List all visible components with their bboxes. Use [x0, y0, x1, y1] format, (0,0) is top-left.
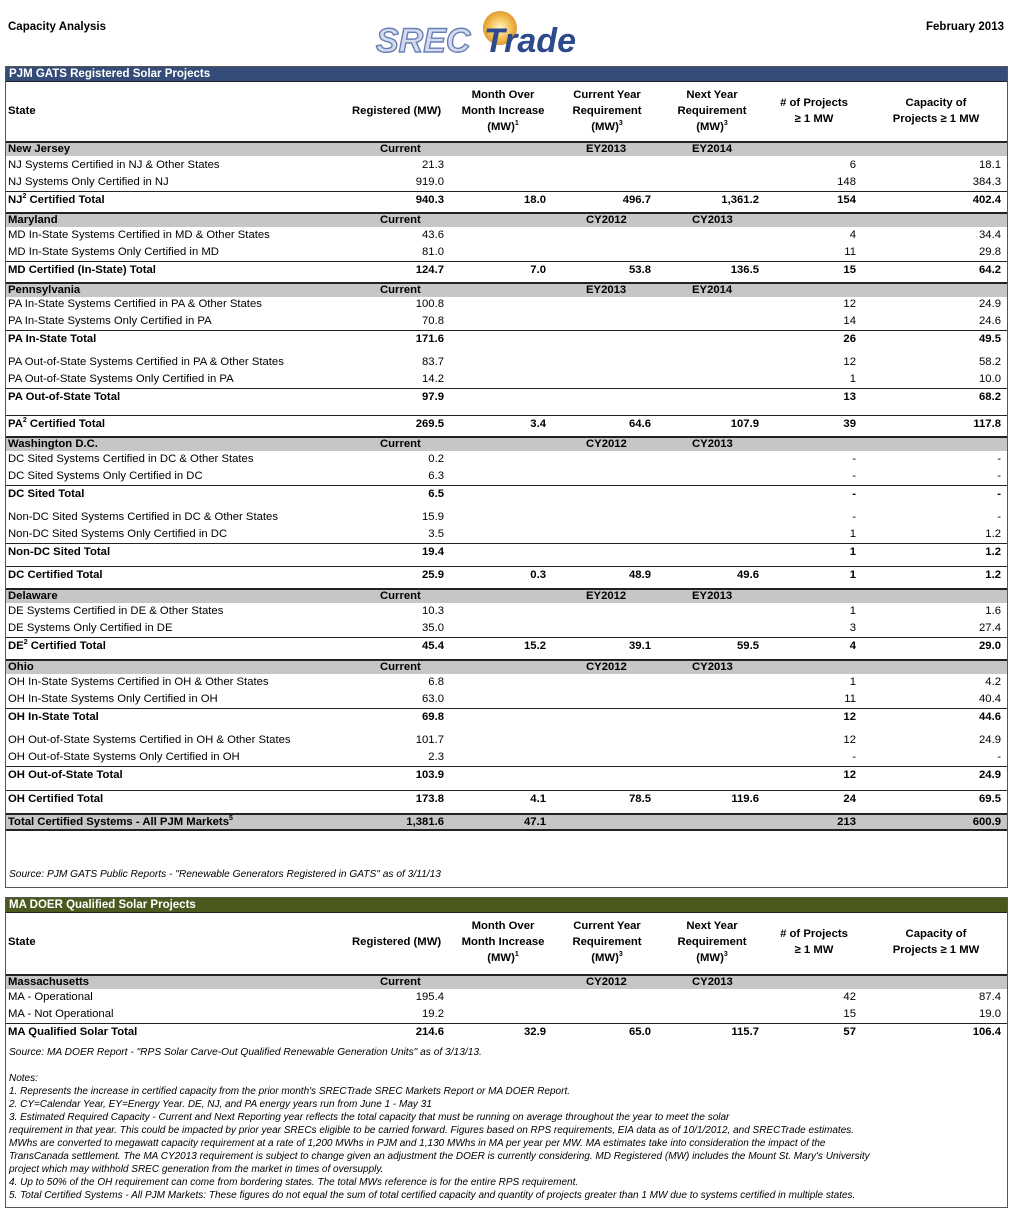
note-line: 4. Up to 50% of the OH requirement can come from bordering states. The total MWs reference is for the entire RPS requirement. — [9, 1177, 579, 1188]
period-current: Current — [380, 590, 421, 602]
row-label: MA - Operational — [8, 991, 93, 1003]
project-capacity: 19.0 — [979, 1008, 1001, 1020]
table-row — [6, 296, 1007, 313]
table-row — [6, 371, 1007, 388]
row-label: NJ Systems Only Certified in NJ — [8, 176, 169, 188]
registered-mw: 6.3 — [428, 470, 444, 482]
registered-mw: 103.9 — [415, 769, 444, 781]
total-row — [6, 637, 1007, 655]
project-capacity: 402.4 — [972, 194, 1001, 206]
table-row — [6, 1006, 1007, 1023]
row-label: Non-DC Sited Systems Certified in DC & Other States — [8, 511, 278, 523]
project-capacity: 87.4 — [979, 991, 1001, 1003]
period-current-year: CY2012 — [586, 214, 627, 226]
next-requirement: 119.6 — [731, 793, 759, 805]
row-label: OH Out-of-State Total — [8, 769, 123, 781]
period-current-year: CY2012 — [586, 661, 627, 673]
registered-mw: 45.4 — [422, 640, 444, 652]
current-requirement: 496.7 — [622, 194, 651, 206]
row-label: OH Out-of-State Systems Only Certified in OH — [8, 751, 240, 763]
project-capacity: 1.2 — [985, 528, 1001, 540]
registered-mw: 2.3 — [428, 751, 444, 763]
total-row — [6, 415, 1007, 433]
project-capacity: - — [997, 488, 1001, 500]
project-count: - — [852, 511, 856, 523]
row-label: MD In-State Systems Only Certified in MD — [8, 246, 219, 258]
period-current: Current — [380, 143, 421, 155]
project-count: 4 — [849, 640, 856, 652]
row-label-suffix: Certified Total — [26, 418, 106, 430]
col-state: State — [8, 105, 36, 117]
table-row — [6, 354, 1007, 371]
project-count: 1 — [849, 546, 856, 558]
month-increase: 47.1 — [524, 816, 546, 828]
registered-mw: 940.3 — [415, 194, 444, 206]
project-capacity: 24.6 — [979, 315, 1001, 327]
pjm-section-title: PJM GATS Registered Solar Projects — [6, 67, 1007, 81]
registered-mw: 15.9 — [422, 511, 444, 523]
month-increase: 18.0 — [524, 194, 546, 206]
project-count: 57 — [843, 1026, 856, 1038]
project-count: 1 — [849, 528, 856, 540]
row-label: MA - Not Operational — [8, 1008, 114, 1020]
col-capacity: Capacity of Projects ≥ 1 MW — [892, 928, 980, 956]
project-count: 213 — [837, 816, 856, 828]
project-count: - — [852, 751, 856, 763]
row-label-suffix: Certified Total — [26, 194, 105, 206]
project-count: - — [852, 453, 856, 465]
registered-mw: 69.8 — [422, 711, 444, 723]
footnote-ref: 2 — [23, 639, 28, 647]
project-count: 1 — [849, 373, 856, 385]
project-count: 15 — [843, 264, 856, 276]
registered-mw: 214.6 — [415, 1026, 444, 1038]
registered-mw: 171.6 — [415, 333, 444, 345]
registered-mw: 173.8 — [415, 793, 444, 805]
project-capacity: 29.0 — [979, 640, 1001, 652]
project-count: 42 — [843, 991, 856, 1003]
project-capacity: 27.4 — [979, 622, 1001, 634]
row-label: New Jersey — [8, 143, 71, 155]
registered-mw: 195.4 — [415, 991, 444, 1003]
project-capacity: 68.2 — [979, 391, 1001, 403]
project-count: 39 — [843, 418, 856, 430]
period-next-year: CY2013 — [692, 438, 733, 450]
row-label: DC Sited Systems Certified in DC & Other States — [8, 453, 254, 465]
row-label: OH In-State Systems Only Certified in OH — [8, 693, 218, 705]
project-count: 26 — [843, 333, 856, 345]
next-requirement: 1,361.2 — [721, 194, 759, 206]
project-count: 12 — [843, 711, 856, 723]
col-mom: Month Over Month Increase (MW)$^1$ — [461, 920, 545, 964]
project-capacity: 1.2 — [985, 546, 1001, 558]
project-count: 12 — [843, 298, 856, 310]
row-label: Massachusetts — [8, 976, 89, 988]
project-capacity: 600.9 — [972, 816, 1001, 828]
row-label: OH In-State Total — [8, 711, 99, 723]
project-capacity: 29.8 — [979, 246, 1001, 258]
row-label: Maryland — [8, 214, 58, 226]
col-current-req: Current Year Requirement (MW)$^3$ — [572, 89, 642, 133]
project-capacity: 4.2 — [985, 676, 1001, 688]
row-label: PA Out-of-State Total — [8, 391, 121, 403]
project-capacity: 117.8 — [973, 418, 1001, 430]
col-registered: Registered (MW) — [352, 936, 442, 948]
project-count: 12 — [843, 356, 856, 368]
registered-mw: 14.2 — [422, 373, 444, 385]
registered-mw: 19.4 — [422, 546, 444, 558]
period-current: Current — [380, 976, 421, 988]
svg-text:Trade: Trade — [484, 22, 576, 60]
table-row — [6, 468, 1007, 485]
project-count: 13 — [843, 391, 856, 403]
project-count: 148 — [837, 176, 856, 188]
table-row — [6, 989, 1007, 1006]
row-label: OH Out-of-State Systems Certified in OH & Other States — [8, 734, 291, 746]
pjm-source: Source: PJM GATS Public Reports - "Renewable Generators Registered in GATS" as of 3/11/13 — [9, 869, 441, 880]
project-capacity: 10.0 — [979, 373, 1001, 385]
project-capacity: 34.4 — [979, 229, 1001, 241]
project-capacity: - — [997, 453, 1001, 465]
report-title: Capacity Analysis — [8, 21, 107, 33]
month-increase: 15.2 — [524, 640, 546, 652]
month-increase: 4.1 — [530, 793, 546, 805]
row-label: Washington D.C. — [8, 438, 98, 450]
table-row — [6, 620, 1007, 637]
row-label: Ohio — [8, 661, 34, 673]
footnote-ref: 2 — [22, 417, 27, 425]
project-capacity: 69.5 — [979, 793, 1001, 805]
period-next-year: CY2013 — [692, 214, 733, 226]
current-requirement: 78.5 — [629, 793, 651, 805]
period-next-year: EY2014 — [692, 284, 733, 296]
month-increase: 3.4 — [530, 418, 546, 430]
project-capacity: 1.6 — [985, 605, 1001, 617]
table-row — [6, 451, 1007, 468]
note-line: 2. CY=Calendar Year, EY=Energy Year. DE, NJ, and PA energy years run from June 1 - May 31 — [9, 1099, 432, 1110]
note-line: Notes: — [9, 1073, 38, 1084]
next-requirement: 115.7 — [731, 1026, 759, 1038]
col-mom: Month Over Month Increase (MW)$^1$ — [461, 89, 545, 133]
next-requirement: 49.6 — [737, 569, 759, 581]
doer-source: Source: MA DOER Report - "RPS Solar Carve-Out Qualified Renewable Generation Units" as of 3/13/13. — [9, 1047, 482, 1058]
table-row — [6, 749, 1007, 766]
registered-mw: 919.0 — [415, 176, 444, 188]
col-state: State — [8, 936, 36, 948]
registered-mw: 81.0 — [422, 246, 444, 258]
project-capacity: - — [997, 470, 1001, 482]
note-line: 3. Estimated Required Capacity - Current and Next Reporting year reflects the total capacity that must be running on average throughout the year to meet the solar — [9, 1112, 730, 1123]
total-row — [6, 485, 1007, 503]
row-label: Non-DC Sited Systems Only Certified in DC — [8, 528, 228, 540]
registered-mw: 35.0 — [422, 622, 444, 634]
table-row — [6, 674, 1007, 691]
project-count: 12 — [843, 769, 856, 781]
footnote-ref: 5 — [228, 815, 233, 823]
current-requirement: 65.0 — [629, 1026, 651, 1038]
col-projects: # of Projects ≥ 1 MW — [780, 97, 848, 125]
footnote-ref: 2 — [22, 193, 27, 201]
row-label-suffix: Certified Total — [27, 640, 106, 652]
period-current-year: CY2012 — [586, 976, 627, 988]
project-count: 4 — [849, 229, 856, 241]
table-row — [6, 157, 1007, 174]
registered-mw: 70.8 — [422, 315, 444, 327]
note-line: requirement in that year. This could be impacted by prior year SRECs eligible to be carried forward. Figures based on RPS requirements, EIA data as of 10/1/2012, and SRECTrade estimates. — [9, 1125, 855, 1136]
row-label: DC Sited Systems Only Certified in DC — [8, 470, 203, 482]
registered-mw: 19.2 — [422, 1008, 444, 1020]
row-label: MA Qualified Solar Total — [8, 1026, 138, 1038]
table-row — [6, 603, 1007, 620]
month-increase: 0.3 — [530, 569, 546, 581]
project-capacity: 24.9 — [979, 769, 1001, 781]
table-row — [6, 227, 1007, 244]
project-count: 1 — [849, 676, 856, 688]
total-row — [6, 708, 1007, 726]
period-current: Current — [380, 438, 421, 450]
registered-mw: 43.6 — [422, 229, 444, 241]
note-line: TransCanada settlement. The MA CY2013 requirement is subject to change given an adjustment the DOER is currently considering. MD Registered (MW) includes the Mount St. Mary's University — [9, 1151, 870, 1162]
row-label: DC Sited Total — [8, 488, 85, 500]
doer-column-headers — [6, 912, 1007, 973]
total-row — [6, 813, 1007, 831]
table-row — [6, 313, 1007, 330]
state-header-row — [6, 282, 1007, 297]
doer-table — [5, 897, 1008, 1208]
project-count: 154 — [837, 194, 856, 206]
row-label: Non-DC Sited Total — [8, 546, 111, 558]
total-row — [6, 191, 1007, 209]
srectrade-logo — [372, 10, 632, 60]
registered-mw: 63.0 — [422, 693, 444, 705]
project-count: 6 — [849, 159, 856, 171]
total-row — [6, 261, 1007, 279]
registered-mw: 10.3 — [422, 605, 444, 617]
project-count: 11 — [844, 246, 856, 258]
row-label: NJ Systems Certified in NJ & Other States — [8, 159, 220, 171]
row-label: Delaware — [8, 590, 58, 602]
note-line: project which may withhold SREC generation from the market in times of oversupply. — [9, 1164, 384, 1175]
report-date: February 2013 — [926, 21, 1004, 33]
row-label: OH Certified Total — [8, 793, 104, 805]
period-next-year: CY2013 — [692, 976, 733, 988]
registered-mw: 100.8 — [415, 298, 444, 310]
row-label: Pennsylvania — [8, 284, 81, 296]
row-label: PA In-State Systems Only Certified in PA — [8, 315, 212, 327]
period-next-year: CY2013 — [692, 661, 733, 673]
row-label: DC Certified Total — [8, 569, 103, 581]
total-row — [6, 790, 1007, 808]
row-label: MD In-State Systems Certified in MD & Other States — [8, 229, 270, 241]
project-count: 15 — [843, 1008, 856, 1020]
month-increase: 7.0 — [530, 264, 546, 276]
row-label: PA In-State Systems Certified in PA & Other States — [8, 298, 262, 310]
current-requirement: 53.8 — [629, 264, 651, 276]
project-count: 1 — [849, 569, 856, 581]
state-header-row — [6, 588, 1007, 603]
project-capacity: 49.5 — [979, 333, 1001, 345]
table-row — [6, 526, 1007, 543]
period-current: Current — [380, 284, 421, 296]
project-count: 14 — [843, 315, 856, 327]
registered-mw: 6.8 — [428, 676, 444, 688]
project-capacity: 1.2 — [985, 569, 1001, 581]
registered-mw: 6.5 — [428, 488, 444, 500]
next-requirement: 136.5 — [730, 264, 759, 276]
registered-mw: 0.2 — [428, 453, 444, 465]
project-capacity: 384.3 — [972, 176, 1001, 188]
project-count: 3 — [849, 622, 856, 634]
state-header-row — [6, 141, 1007, 156]
current-requirement: 64.6 — [629, 418, 651, 430]
registered-mw: 83.7 — [422, 356, 444, 368]
pjm-table — [5, 66, 1008, 888]
registered-mw: 3.5 — [428, 528, 444, 540]
state-header-row — [6, 974, 1007, 989]
month-increase: 32.9 — [524, 1026, 546, 1038]
table-row — [6, 244, 1007, 261]
next-requirement: 59.5 — [737, 640, 759, 652]
project-capacity: 44.6 — [979, 711, 1001, 723]
project-capacity: - — [997, 751, 1001, 763]
col-next-req: Next Year Requirement (MW)$^3$ — [677, 920, 747, 964]
registered-mw: 124.7 — [415, 264, 444, 276]
project-count: - — [852, 488, 856, 500]
registered-mw: 25.9 — [422, 569, 444, 581]
registered-mw: 269.5 — [415, 418, 444, 430]
project-capacity: 64.2 — [979, 264, 1001, 276]
row-label: DE Systems Certified in DE & Other States — [8, 605, 224, 617]
project-capacity: - — [997, 511, 1001, 523]
period-next-year: EY2014 — [692, 143, 733, 155]
state-header-row — [6, 436, 1007, 451]
period-current-year: EY2012 — [586, 590, 627, 602]
project-capacity: 58.2 — [979, 356, 1001, 368]
project-capacity: 24.9 — [979, 298, 1001, 310]
row-label: Total Certified Systems - All PJM Markets$^5$ — [8, 815, 233, 828]
table-row — [6, 174, 1007, 191]
col-next-req: Next Year Requirement (MW)$^3$ — [677, 89, 747, 133]
project-count: 12 — [843, 734, 856, 746]
project-count: 1 — [849, 605, 856, 617]
period-current: Current — [380, 661, 421, 673]
table-row — [6, 509, 1007, 526]
row-label: $NJ^2$ Certified Total — [8, 193, 105, 206]
doer-section-title: MA DOER Qualified Solar Projects — [6, 898, 1007, 912]
state-header-row — [6, 659, 1007, 674]
project-count: - — [852, 470, 856, 482]
next-requirement: 107.9 — [730, 418, 759, 430]
period-next-year: EY2013 — [692, 590, 733, 602]
registered-mw: 21.3 — [422, 159, 444, 171]
total-row — [6, 1023, 1007, 1041]
state-header-row — [6, 212, 1007, 227]
total-row — [6, 766, 1007, 784]
row-label: PA Out-of-State Systems Certified in PA & Other States — [8, 356, 284, 368]
registered-mw: 97.9 — [422, 391, 444, 403]
current-requirement: 39.1 — [629, 640, 651, 652]
col-current-req: Current Year Requirement (MW)$^3$ — [572, 920, 642, 964]
note-line: 1. Represents the increase in certified capacity from the prior month's SRECTrade SREC Markets Report or MA DOER Report. — [9, 1086, 571, 1097]
project-capacity: 18.1 — [979, 159, 1001, 171]
note-line: 5. Total Certified Systems - All PJM Markets: These figures do not equal the sum of total certified capacity and quantity of projects greater than 1 MW due to systems certified in multiple states. — [9, 1190, 856, 1201]
current-requirement: 48.9 — [629, 569, 651, 581]
table-row — [6, 732, 1007, 749]
registered-mw: 1,381.6 — [406, 816, 444, 828]
project-capacity: 106.4 — [972, 1026, 1001, 1038]
period-current: Current — [380, 214, 421, 226]
svg-text:SREC: SREC — [376, 22, 471, 60]
col-registered: Registered (MW) — [352, 105, 442, 117]
period-current-year: CY2012 — [586, 438, 627, 450]
period-current-year: EY2013 — [586, 143, 627, 155]
row-label: PA In-State Total — [8, 333, 97, 345]
project-count: 24 — [843, 793, 856, 805]
row-label: OH In-State Systems Certified in OH & Other States — [8, 676, 269, 688]
col-projects: # of Projects ≥ 1 MW — [780, 928, 848, 956]
period-current-year: EY2013 — [586, 284, 627, 296]
row-label: $PA^2$ Certified Total — [8, 417, 106, 430]
row-label: PA Out-of-State Systems Only Certified in PA — [8, 373, 234, 385]
project-capacity: 24.9 — [979, 734, 1001, 746]
row-label: $DE^2$ Certified Total — [8, 639, 106, 652]
project-count: 11 — [844, 693, 856, 705]
table-row — [6, 691, 1007, 708]
total-row — [6, 543, 1007, 561]
col-capacity: Capacity of Projects ≥ 1 MW — [892, 97, 980, 125]
total-row — [6, 330, 1007, 348]
registered-mw: 101.7 — [415, 734, 444, 746]
pjm-column-headers — [6, 81, 1007, 142]
total-row — [6, 388, 1007, 406]
total-row — [6, 566, 1007, 584]
row-label: MD Certified (In-State) Total — [8, 264, 156, 276]
row-label: DE Systems Only Certified in DE — [8, 622, 173, 634]
note-line: MWhs are converted to megawatt capacity requirement at a rate of 1,200 MWhs in PJM and 1,130 MWhs in MA per year per MW. MA estimates take into consideration the impact of the — [9, 1138, 826, 1149]
project-capacity: 40.4 — [979, 693, 1001, 705]
